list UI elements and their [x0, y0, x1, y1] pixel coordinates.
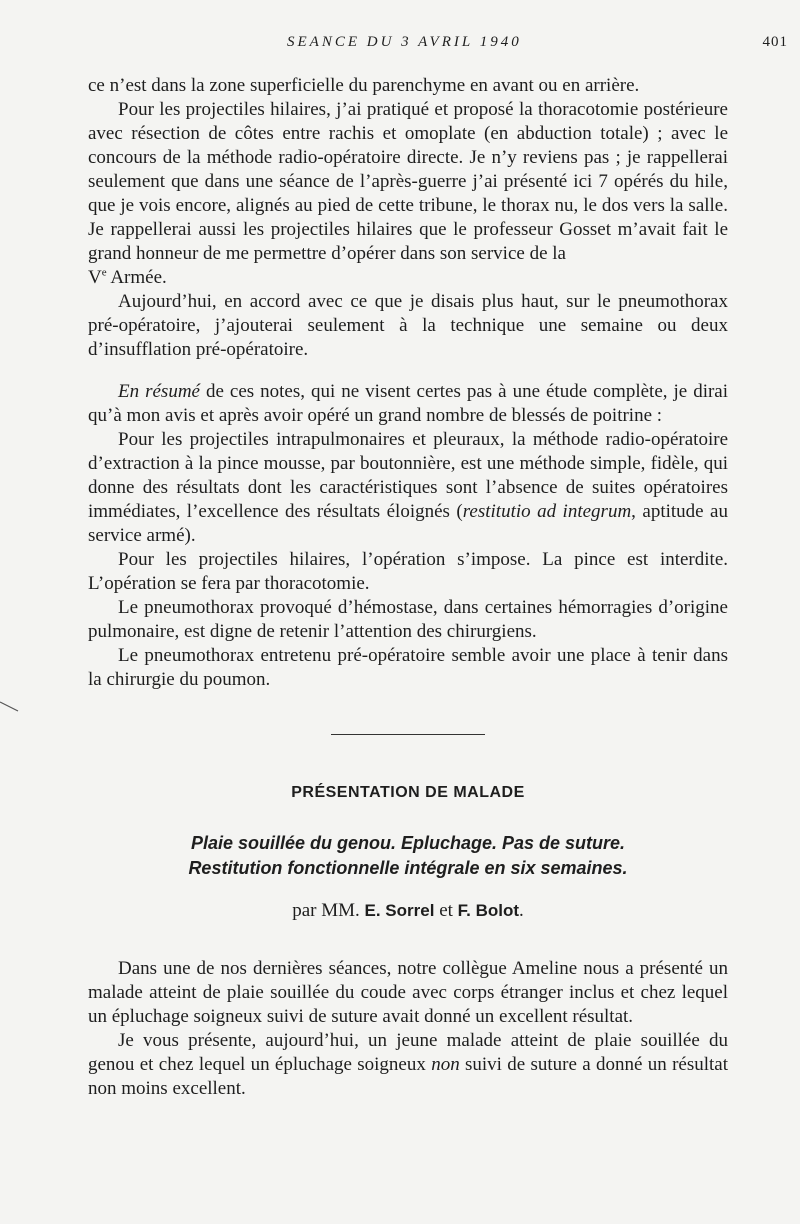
paragraph-text: Armée. [106, 267, 167, 288]
running-head [0, 34, 800, 56]
page-number: 401 [762, 34, 788, 50]
article-title [88, 831, 728, 881]
paragraph: Dans une de nos dernières séances, notre collègue Ameline nous a présenté un malade atteint de plaie souillée du coude avec corps étranger inclus et chez lequel un épluchage soigneux suivi de suture avait donné un excellent résultat. [88, 958, 728, 1027]
byline [88, 899, 728, 923]
article-title-line: Plaie souillée du genou. Epluchage. Pas de suture. [190, 833, 626, 853]
byline-join: et [434, 900, 458, 921]
italic-phrase: non [431, 1054, 460, 1075]
author-name: F. Bolot [457, 901, 520, 920]
paragraph [88, 1029, 728, 1101]
paragraph [88, 428, 728, 548]
paragraph: Le pneumothorax provoqué d’hémostase, dans certaines hémorragies d’origine pulmonaire, est digne de retenir l’attention des chirurgiens. [88, 597, 728, 642]
section-divider [331, 734, 485, 735]
paragraph-text: suivi de suture a donné un résultat non moins excellent. [88, 1054, 728, 1099]
byline-suffix: . [519, 900, 524, 921]
section-heading: PRÉSENTATION DE MALADE [291, 784, 525, 801]
paragraph-text: Je vous présente, aujourd’hui, un jeune malade atteint de plaie souillée du genou et chez lequel un épluchage soigneux [88, 1030, 728, 1075]
running-head-title: SEANCE DU 3 AVRIL 1940 [287, 34, 522, 50]
paragraph: Aujourd’hui, en accord avec ce que je disais plus haut, sur le pneumothorax pré-opératoire, j’ajouterai seulement à la technique une semaine ou deux d’insufflation pré-opératoire. [88, 291, 728, 360]
paragraph: Pour les projectiles hilaires, l’opération s’impose. La pince est interdite. L’opération se fera par thoracotomie. [88, 549, 728, 594]
byline-prefix: par MM. [292, 900, 365, 921]
paragraph-text: , aptitude au service armé). [88, 501, 728, 546]
italic-phrase: En résumé [118, 381, 200, 402]
italic-phrase: restitutio ad integrum [462, 501, 632, 522]
margin-tick-mark [0, 700, 20, 714]
article-title-line: Restitution fonctionnelle intégrale en six semaines. [188, 858, 628, 878]
paragraph-text: Pour les projectiles intrapulmonaires et pleuraux, la méthode radio-opératoire d’extraction à la pince mousse, par boutonnière, est une méthode simple, fidèle, qui donne des résultats dont les caractéristiques sont l’absence de suites opératoires immédiates, l’excellence des résultats éloignés ( [88, 429, 728, 522]
main-text-column [88, 74, 728, 1101]
paragraph: ce n’est dans la zone superficielle du parenchyme en avant ou en arrière. [88, 75, 640, 96]
paragraph [88, 98, 728, 290]
paragraph-text: Pour les projectiles hilaires, j’ai pratiqué et proposé la thoracotomie postérieure avec résection de côtes entre rachis et omoplate (en abduction totale) ; avec le concours de la méthode radio-opératoire directe. Je n’y reviens pas ; je rappellerai seulement que dans une séance de l’après-guerre j’ai présenté ici 7 opérés du hile, que je vois encore, alignés au pied de cette tribune, le thorax nu, le dos vers la salle. Je rappellerai aussi les projectiles hilaires que le professeur Gosset m’avait fait le grand honneur de me permettre d’opérer dans son service de la [88, 99, 728, 264]
paragraph-text: de ces notes, qui ne visent certes pas à une étude complète, je dirai qu’à mon avis et après avoir opéré un grand nombre de blessés de poitrine : [88, 381, 729, 426]
superscript: e [101, 266, 107, 279]
paragraph: Le pneumothorax entretenu pré-opératoire semble avoir une place à tenir dans la chirurgie du poumon. [88, 645, 728, 690]
paragraph [88, 380, 728, 428]
author-name: E. Sorrel [364, 901, 435, 920]
army-numeral: V [88, 267, 102, 288]
